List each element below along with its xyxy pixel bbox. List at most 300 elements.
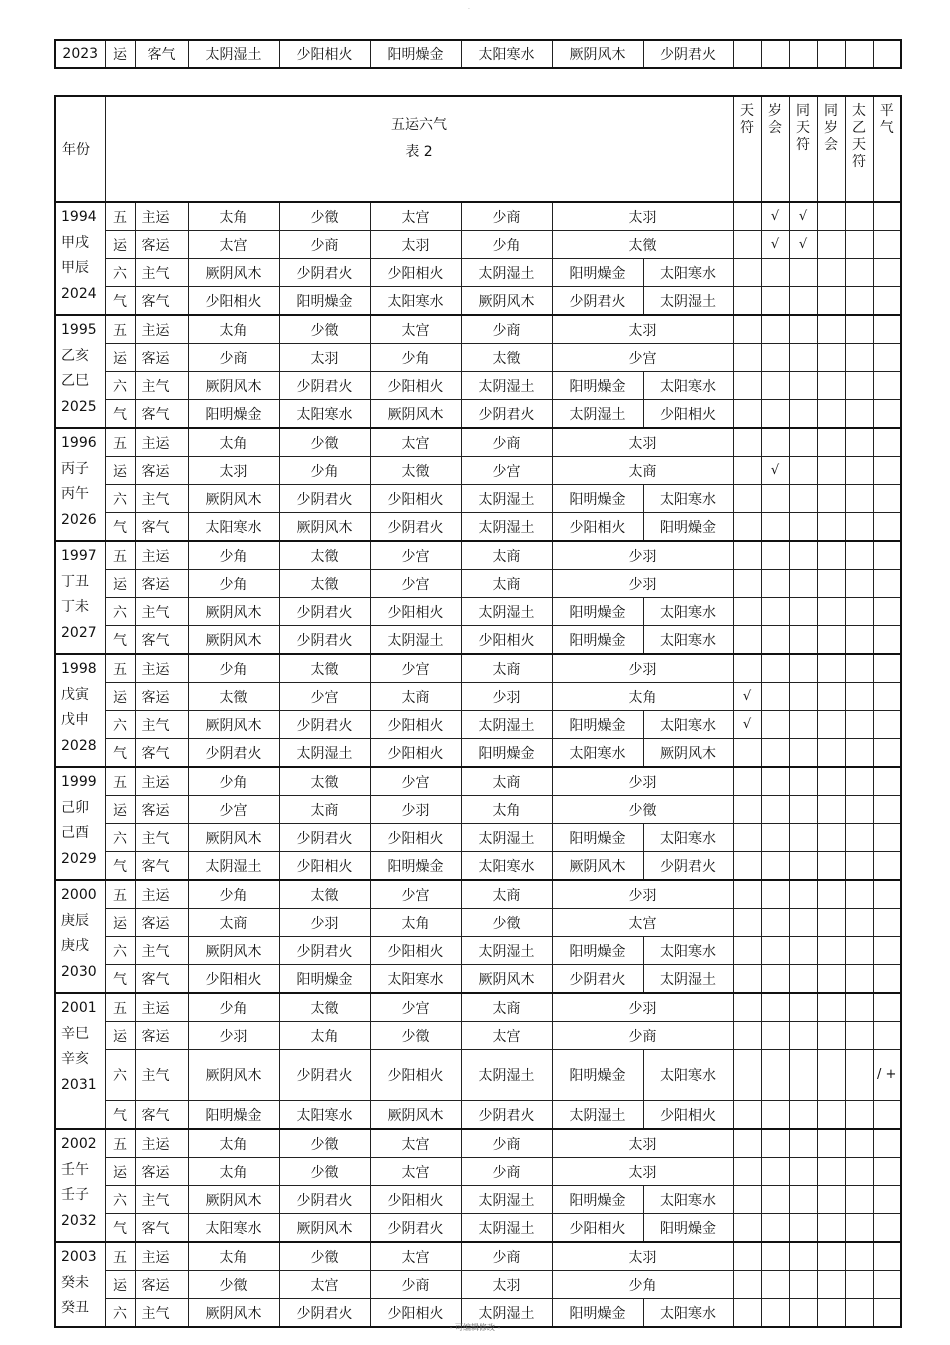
mark-cell xyxy=(845,824,873,852)
qi-cell: 少阴君火 xyxy=(552,965,643,994)
mark-cell xyxy=(845,711,873,739)
year-label: 辛亥 xyxy=(61,1051,89,1067)
qi-cell: 少阴君火 xyxy=(279,937,370,965)
mark-cell xyxy=(845,287,873,316)
mark-cell xyxy=(761,541,789,570)
mark-cell xyxy=(873,711,901,739)
yun-cell: 太宫 xyxy=(279,1271,370,1299)
yun-cell: 少宫 xyxy=(188,796,279,824)
mark-cell xyxy=(873,372,901,400)
year-label: 1998 xyxy=(61,661,97,677)
mark-cell: √ xyxy=(733,711,761,739)
qi-cell: 厥阴风木 xyxy=(188,485,279,513)
mark-cell xyxy=(789,767,817,796)
mark-cell xyxy=(733,344,761,372)
wu-tag: 五 xyxy=(105,1129,135,1158)
qi-cell: 厥阴风木 xyxy=(370,1101,461,1130)
mark-cell xyxy=(817,344,845,372)
qi-cell: 少阳相火 xyxy=(370,711,461,739)
yun-cell: 太羽 xyxy=(552,1129,733,1158)
mark-cell xyxy=(845,513,873,542)
mark-cell xyxy=(845,1101,873,1130)
mark-cell xyxy=(845,570,873,598)
header-tongsuihui: 同岁会 xyxy=(817,96,845,202)
zhuyun-label: 主运 xyxy=(135,428,188,457)
qi-cell: 厥阴风木 xyxy=(552,852,643,881)
mark-cell xyxy=(733,1186,761,1214)
yun-cell: 少角 xyxy=(552,1271,733,1299)
qi-cell: 少阴君火 xyxy=(279,259,370,287)
qi-cell: 少阳相火 xyxy=(370,485,461,513)
year-label: 2023 xyxy=(55,40,105,68)
mark-cell xyxy=(733,909,761,937)
mark-cell xyxy=(761,372,789,400)
mark-cell xyxy=(789,457,817,485)
mark-cell xyxy=(873,40,901,68)
zhuqi-label: 主气 xyxy=(135,372,188,400)
yun-cell: 太徵 xyxy=(279,570,370,598)
yun-cell: 太角 xyxy=(461,796,552,824)
yun-cell: 太徵 xyxy=(279,541,370,570)
mark-cell xyxy=(761,1050,789,1101)
mark-cell xyxy=(845,965,873,994)
liu-tag: 六 xyxy=(105,937,135,965)
year-label: 戊申 xyxy=(61,712,89,728)
liu-tag: 六 xyxy=(105,372,135,400)
keqi-label: 客气 xyxy=(135,513,188,542)
mark-cell xyxy=(845,344,873,372)
mark-cell xyxy=(789,654,817,683)
year-label: 庚辰 xyxy=(61,912,89,929)
mark-cell xyxy=(845,626,873,655)
qi-cell: 太阳寒水 xyxy=(643,626,733,655)
mark-cell xyxy=(873,1022,901,1050)
yun-cell: 少角 xyxy=(370,344,461,372)
yun-tag: 运 xyxy=(105,1158,135,1186)
qi-tag: 气 xyxy=(105,965,135,994)
year-label: 甲戌 xyxy=(61,234,89,251)
yun-cell: 太商 xyxy=(461,880,552,909)
mark-cell xyxy=(789,1271,817,1299)
mark-cell xyxy=(761,683,789,711)
mark-cell xyxy=(817,570,845,598)
zhuqi-label: 主气 xyxy=(135,1186,188,1214)
yun-cell: 少角 xyxy=(188,880,279,909)
mark-cell xyxy=(845,598,873,626)
yun-tag: 运 xyxy=(105,1271,135,1299)
yun-tag: 运 xyxy=(105,1022,135,1050)
qi-cell: 少阴君火 xyxy=(461,1101,552,1130)
mark-cell xyxy=(761,1271,789,1299)
yun-cell: 太角 xyxy=(552,683,733,711)
year-label: 2032 xyxy=(61,1212,97,1229)
yun-cell: 少徵 xyxy=(279,1158,370,1186)
mark-cell xyxy=(789,344,817,372)
keqi-label: 客气 xyxy=(135,1101,188,1130)
qi-cell: 阳明燥金 xyxy=(552,1299,643,1328)
qi-cell: 少阴君火 xyxy=(279,1299,370,1328)
keqi-label: 客气 xyxy=(135,626,188,655)
yun-tag: 运 xyxy=(105,231,135,259)
mark-cell xyxy=(817,1271,845,1299)
mark-cell xyxy=(789,40,817,68)
qi-cell: 太阳寒水 xyxy=(279,400,370,429)
yun-cell: 少宫 xyxy=(370,880,461,909)
zhuqi-label: 主气 xyxy=(135,598,188,626)
mark-cell xyxy=(733,541,761,570)
mark-cell xyxy=(789,1242,817,1271)
year-label: 戊寅 xyxy=(61,686,89,703)
yun-cell: 少宫 xyxy=(552,344,733,372)
zhuyun-label: 主运 xyxy=(135,767,188,796)
yun-cell: 少角 xyxy=(188,993,279,1022)
qi-cell: 阳明燥金 xyxy=(552,824,643,852)
mark-cell xyxy=(817,40,845,68)
mark-cell xyxy=(845,457,873,485)
qi-cell: 厥阴风木 xyxy=(552,40,643,68)
yun-cell: 少羽 xyxy=(188,1022,279,1050)
yun-cell: 少商 xyxy=(370,1271,461,1299)
mark-cell xyxy=(733,1022,761,1050)
year-cell xyxy=(55,993,105,1129)
qi-cell: 阳明燥金 xyxy=(552,1050,643,1101)
mark-cell xyxy=(845,40,873,68)
qi-cell: 太阳寒水 xyxy=(643,711,733,739)
mark-cell xyxy=(845,428,873,457)
mark-cell xyxy=(873,315,901,344)
mark-cell xyxy=(817,1022,845,1050)
yun-cell: 少商 xyxy=(188,344,279,372)
year-cell xyxy=(55,541,105,654)
yun-cell: 少羽 xyxy=(370,796,461,824)
qi-cell: 少阴君火 xyxy=(279,598,370,626)
year-cell xyxy=(55,654,105,767)
qi-cell: 太阴湿土 xyxy=(461,372,552,400)
wu-tag: 五 xyxy=(105,767,135,796)
year-label: 2030 xyxy=(61,963,97,980)
qi-cell: 阳明燥金 xyxy=(552,1186,643,1214)
yun-cell: 少角 xyxy=(188,767,279,796)
mark-cell xyxy=(733,654,761,683)
subtitle-text: 表 2 xyxy=(405,144,433,160)
qi-cell: 太阴湿土 xyxy=(461,711,552,739)
wu-tag: 五 xyxy=(105,993,135,1022)
yun-cell: 太商 xyxy=(279,796,370,824)
qi-cell: 太阳寒水 xyxy=(461,852,552,881)
mark-cell xyxy=(761,1158,789,1186)
qi-cell: 少阳相火 xyxy=(370,598,461,626)
yun-cell: 太宫 xyxy=(370,1129,461,1158)
mark-cell xyxy=(733,1129,761,1158)
mark-cell xyxy=(789,739,817,768)
mark-cell xyxy=(789,937,817,965)
header-taiyi-tianfu: 太乙天符 xyxy=(845,96,873,202)
mark-cell xyxy=(873,259,901,287)
zhuyun-label: 主运 xyxy=(135,654,188,683)
zhuqi-label: 主气 xyxy=(135,1050,188,1101)
mark-cell xyxy=(873,570,901,598)
mark-cell xyxy=(733,1214,761,1243)
qi-tag: 气 xyxy=(105,626,135,655)
wu-tag: 五 xyxy=(105,1242,135,1271)
mark-cell xyxy=(733,965,761,994)
mark-cell: √ xyxy=(761,202,789,231)
year-cell xyxy=(55,767,105,880)
mark-cell: √ xyxy=(761,457,789,485)
mark-cell xyxy=(761,1242,789,1271)
mark-cell xyxy=(789,1022,817,1050)
yun-cell: 少宫 xyxy=(279,683,370,711)
mark-cell xyxy=(761,993,789,1022)
year-cell xyxy=(55,202,105,315)
mark-cell xyxy=(761,485,789,513)
table-title xyxy=(105,96,733,202)
mark-cell xyxy=(845,372,873,400)
mark-cell xyxy=(817,513,845,542)
yun-tag: 运 xyxy=(105,683,135,711)
qi-cell: 少阴君火 xyxy=(279,1186,370,1214)
qi-cell: 厥阴风木 xyxy=(461,965,552,994)
mark-cell xyxy=(845,1158,873,1186)
keyun-label: 客运 xyxy=(135,1158,188,1186)
yun-cell: 少宫 xyxy=(370,541,461,570)
keqi-label: 客气 xyxy=(135,400,188,429)
qi-cell: 太阳寒水 xyxy=(643,372,733,400)
yun-cell: 少徵 xyxy=(279,1242,370,1271)
yun-cell: 少徵 xyxy=(552,796,733,824)
yun-cell: 少徵 xyxy=(461,909,552,937)
qi-tag: 气 xyxy=(105,513,135,542)
qi-tag: 气 xyxy=(105,1214,135,1243)
qi-tag: 气 xyxy=(105,1101,135,1130)
mark-cell xyxy=(733,485,761,513)
yun-cell: 少羽 xyxy=(279,909,370,937)
mark-cell xyxy=(873,287,901,316)
mark-cell xyxy=(733,400,761,429)
mark-cell xyxy=(845,767,873,796)
year-cell xyxy=(55,315,105,428)
mark-cell xyxy=(733,796,761,824)
qi-cell: 阳明燥金 xyxy=(643,513,733,542)
mark-cell xyxy=(733,937,761,965)
mark-cell xyxy=(733,428,761,457)
qi-cell: 阳明燥金 xyxy=(188,400,279,429)
liu-tag: 六 xyxy=(105,711,135,739)
mark-cell xyxy=(817,1050,845,1101)
qi-cell: 少阳相火 xyxy=(552,1214,643,1243)
wu-tag: 五 xyxy=(105,202,135,231)
yun-cell: 少商 xyxy=(279,231,370,259)
mark-cell xyxy=(817,852,845,881)
mark-cell xyxy=(873,541,901,570)
yun-cell: 太徵 xyxy=(370,457,461,485)
qi-cell: 太阴湿土 xyxy=(461,1214,552,1243)
yun-cell: 太商 xyxy=(461,654,552,683)
qi-cell: 阳明燥金 xyxy=(552,626,643,655)
mark-cell xyxy=(817,626,845,655)
mark-cell xyxy=(873,739,901,768)
qi-cell: 厥阴风木 xyxy=(188,824,279,852)
mark-cell xyxy=(873,202,901,231)
qi-cell: 厥阴风木 xyxy=(279,1214,370,1243)
qi-cell: 厥阴风木 xyxy=(188,626,279,655)
mark-cell xyxy=(845,202,873,231)
keyun-label: 客运 xyxy=(135,344,188,372)
mark-cell xyxy=(733,1271,761,1299)
qi-cell: 太阴湿土 xyxy=(370,626,461,655)
liu-tag: 六 xyxy=(105,259,135,287)
qi-cell: 少阴君火 xyxy=(370,1214,461,1243)
keyun-label: 客运 xyxy=(135,1271,188,1299)
mark-cell xyxy=(817,259,845,287)
qi-cell: 太阳寒水 xyxy=(188,513,279,542)
yun-cell: 太角 xyxy=(188,428,279,457)
qi-cell: 少阴君火 xyxy=(279,626,370,655)
qi-cell: 少阳相火 xyxy=(370,372,461,400)
qi-cell: 少阳相火 xyxy=(370,1050,461,1101)
mark-cell xyxy=(873,1101,901,1130)
mark-cell xyxy=(789,315,817,344)
keyun-label: 客运 xyxy=(135,231,188,259)
qi-cell: 阳明燥金 xyxy=(279,287,370,316)
year-label: 2026 xyxy=(61,511,97,528)
mark-cell xyxy=(873,485,901,513)
pingqi-note: / + xyxy=(873,1050,901,1101)
qi-cell: 少阳相火 xyxy=(370,1299,461,1328)
mark-cell xyxy=(733,1101,761,1130)
qi-cell: 厥阴风木 xyxy=(643,739,733,768)
mark-cell xyxy=(789,513,817,542)
qi-cell: 太阳寒水 xyxy=(188,1214,279,1243)
mark-cell xyxy=(873,1186,901,1214)
qi-cell: 少阴君火 xyxy=(370,513,461,542)
mark-cell xyxy=(873,598,901,626)
qi-cell: 厥阴风木 xyxy=(188,1050,279,1101)
keqi-label: 客气 xyxy=(135,287,188,316)
year-label: 丙午 xyxy=(61,486,89,502)
zhuqi-label: 主气 xyxy=(135,711,188,739)
yun-cell: 太徵 xyxy=(279,654,370,683)
mark-cell xyxy=(761,654,789,683)
qi-cell: 太阳寒水 xyxy=(643,824,733,852)
qi-cell: 少阳相火 xyxy=(188,965,279,994)
mark-cell xyxy=(789,1214,817,1243)
qi-cell: 少阴君火 xyxy=(643,852,733,881)
mark-cell xyxy=(873,1271,901,1299)
mark-cell xyxy=(845,1271,873,1299)
qi-cell: 少阳相火 xyxy=(552,513,643,542)
keyun-label: 客运 xyxy=(135,683,188,711)
mark-cell xyxy=(789,796,817,824)
yun-cell: 太羽 xyxy=(552,1242,733,1271)
mark-cell xyxy=(761,1186,789,1214)
year-label: 丙子 xyxy=(61,460,89,477)
mark-cell xyxy=(761,767,789,796)
yun-cell: 太商 xyxy=(188,909,279,937)
mark-cell: √ xyxy=(761,231,789,259)
mark-cell xyxy=(789,1101,817,1130)
mark-cell xyxy=(733,40,761,68)
mark-cell xyxy=(817,824,845,852)
yun-cell: 少商 xyxy=(461,202,552,231)
mark-cell xyxy=(845,1129,873,1158)
mark-cell xyxy=(817,315,845,344)
yun-cell: 太宫 xyxy=(370,202,461,231)
row-tag: 运 xyxy=(105,40,135,68)
mark-cell xyxy=(817,1186,845,1214)
mark-cell xyxy=(817,880,845,909)
mark-cell xyxy=(817,654,845,683)
qi-cell: 阳明燥金 xyxy=(370,40,461,68)
year-label: 辛巳 xyxy=(61,1025,89,1042)
qi-cell: 太阴湿土 xyxy=(279,739,370,768)
zhuyun-label: 主运 xyxy=(135,202,188,231)
mark-cell xyxy=(845,400,873,429)
mark-cell xyxy=(873,1158,901,1186)
zhuqi-label: 主气 xyxy=(135,937,188,965)
qi-cell: 少阳相火 xyxy=(279,40,370,68)
yun-cell: 少宫 xyxy=(370,767,461,796)
mark-cell xyxy=(873,965,901,994)
mark-cell xyxy=(845,1214,873,1243)
mark-cell: √ xyxy=(789,231,817,259)
mark-cell xyxy=(761,287,789,316)
qi-cell: 阳明燥金 xyxy=(552,937,643,965)
mark-cell xyxy=(789,259,817,287)
qi-cell: 少阳相火 xyxy=(370,1186,461,1214)
mark-cell xyxy=(873,852,901,881)
mark-cell xyxy=(817,457,845,485)
mark-cell xyxy=(817,1101,845,1130)
mark-cell xyxy=(761,909,789,937)
qi-cell: 太阴湿土 xyxy=(188,852,279,881)
mark-cell xyxy=(873,344,901,372)
zhuqi-label: 主气 xyxy=(135,1299,188,1328)
yun-cell: 太角 xyxy=(188,1158,279,1186)
qi-cell: 少阳相火 xyxy=(370,739,461,768)
qi-cell: 太阴湿土 xyxy=(461,598,552,626)
mark-cell xyxy=(789,1186,817,1214)
qi-cell: 少阴君火 xyxy=(279,1050,370,1101)
mark-cell xyxy=(873,909,901,937)
mark-cell xyxy=(733,1242,761,1271)
mark-cell xyxy=(761,852,789,881)
yun-cell: 少宫 xyxy=(370,570,461,598)
mark-cell xyxy=(817,1129,845,1158)
year-label: 癸丑 xyxy=(61,1300,89,1316)
qi-cell: 太阳寒水 xyxy=(552,739,643,768)
mark-cell xyxy=(789,711,817,739)
mark-cell xyxy=(789,570,817,598)
mark-cell xyxy=(873,1129,901,1158)
year-cell xyxy=(55,880,105,993)
mark-cell xyxy=(761,570,789,598)
zhuyun-label: 主运 xyxy=(135,993,188,1022)
mark-cell xyxy=(733,880,761,909)
year-label: 2002 xyxy=(61,1136,97,1152)
yun-cell: 太羽 xyxy=(370,231,461,259)
year-label: 乙亥 xyxy=(61,347,89,364)
mark-cell xyxy=(845,880,873,909)
yun-cell: 太羽 xyxy=(279,344,370,372)
year-label: 1994 xyxy=(61,209,97,225)
zhuqi-label: 主气 xyxy=(135,485,188,513)
mark-cell xyxy=(873,993,901,1022)
qi-cell: 太阴湿土 xyxy=(643,965,733,994)
yun-cell: 少羽 xyxy=(552,880,733,909)
year-label: 1996 xyxy=(61,435,97,451)
qi-cell: 阳明燥金 xyxy=(370,852,461,881)
